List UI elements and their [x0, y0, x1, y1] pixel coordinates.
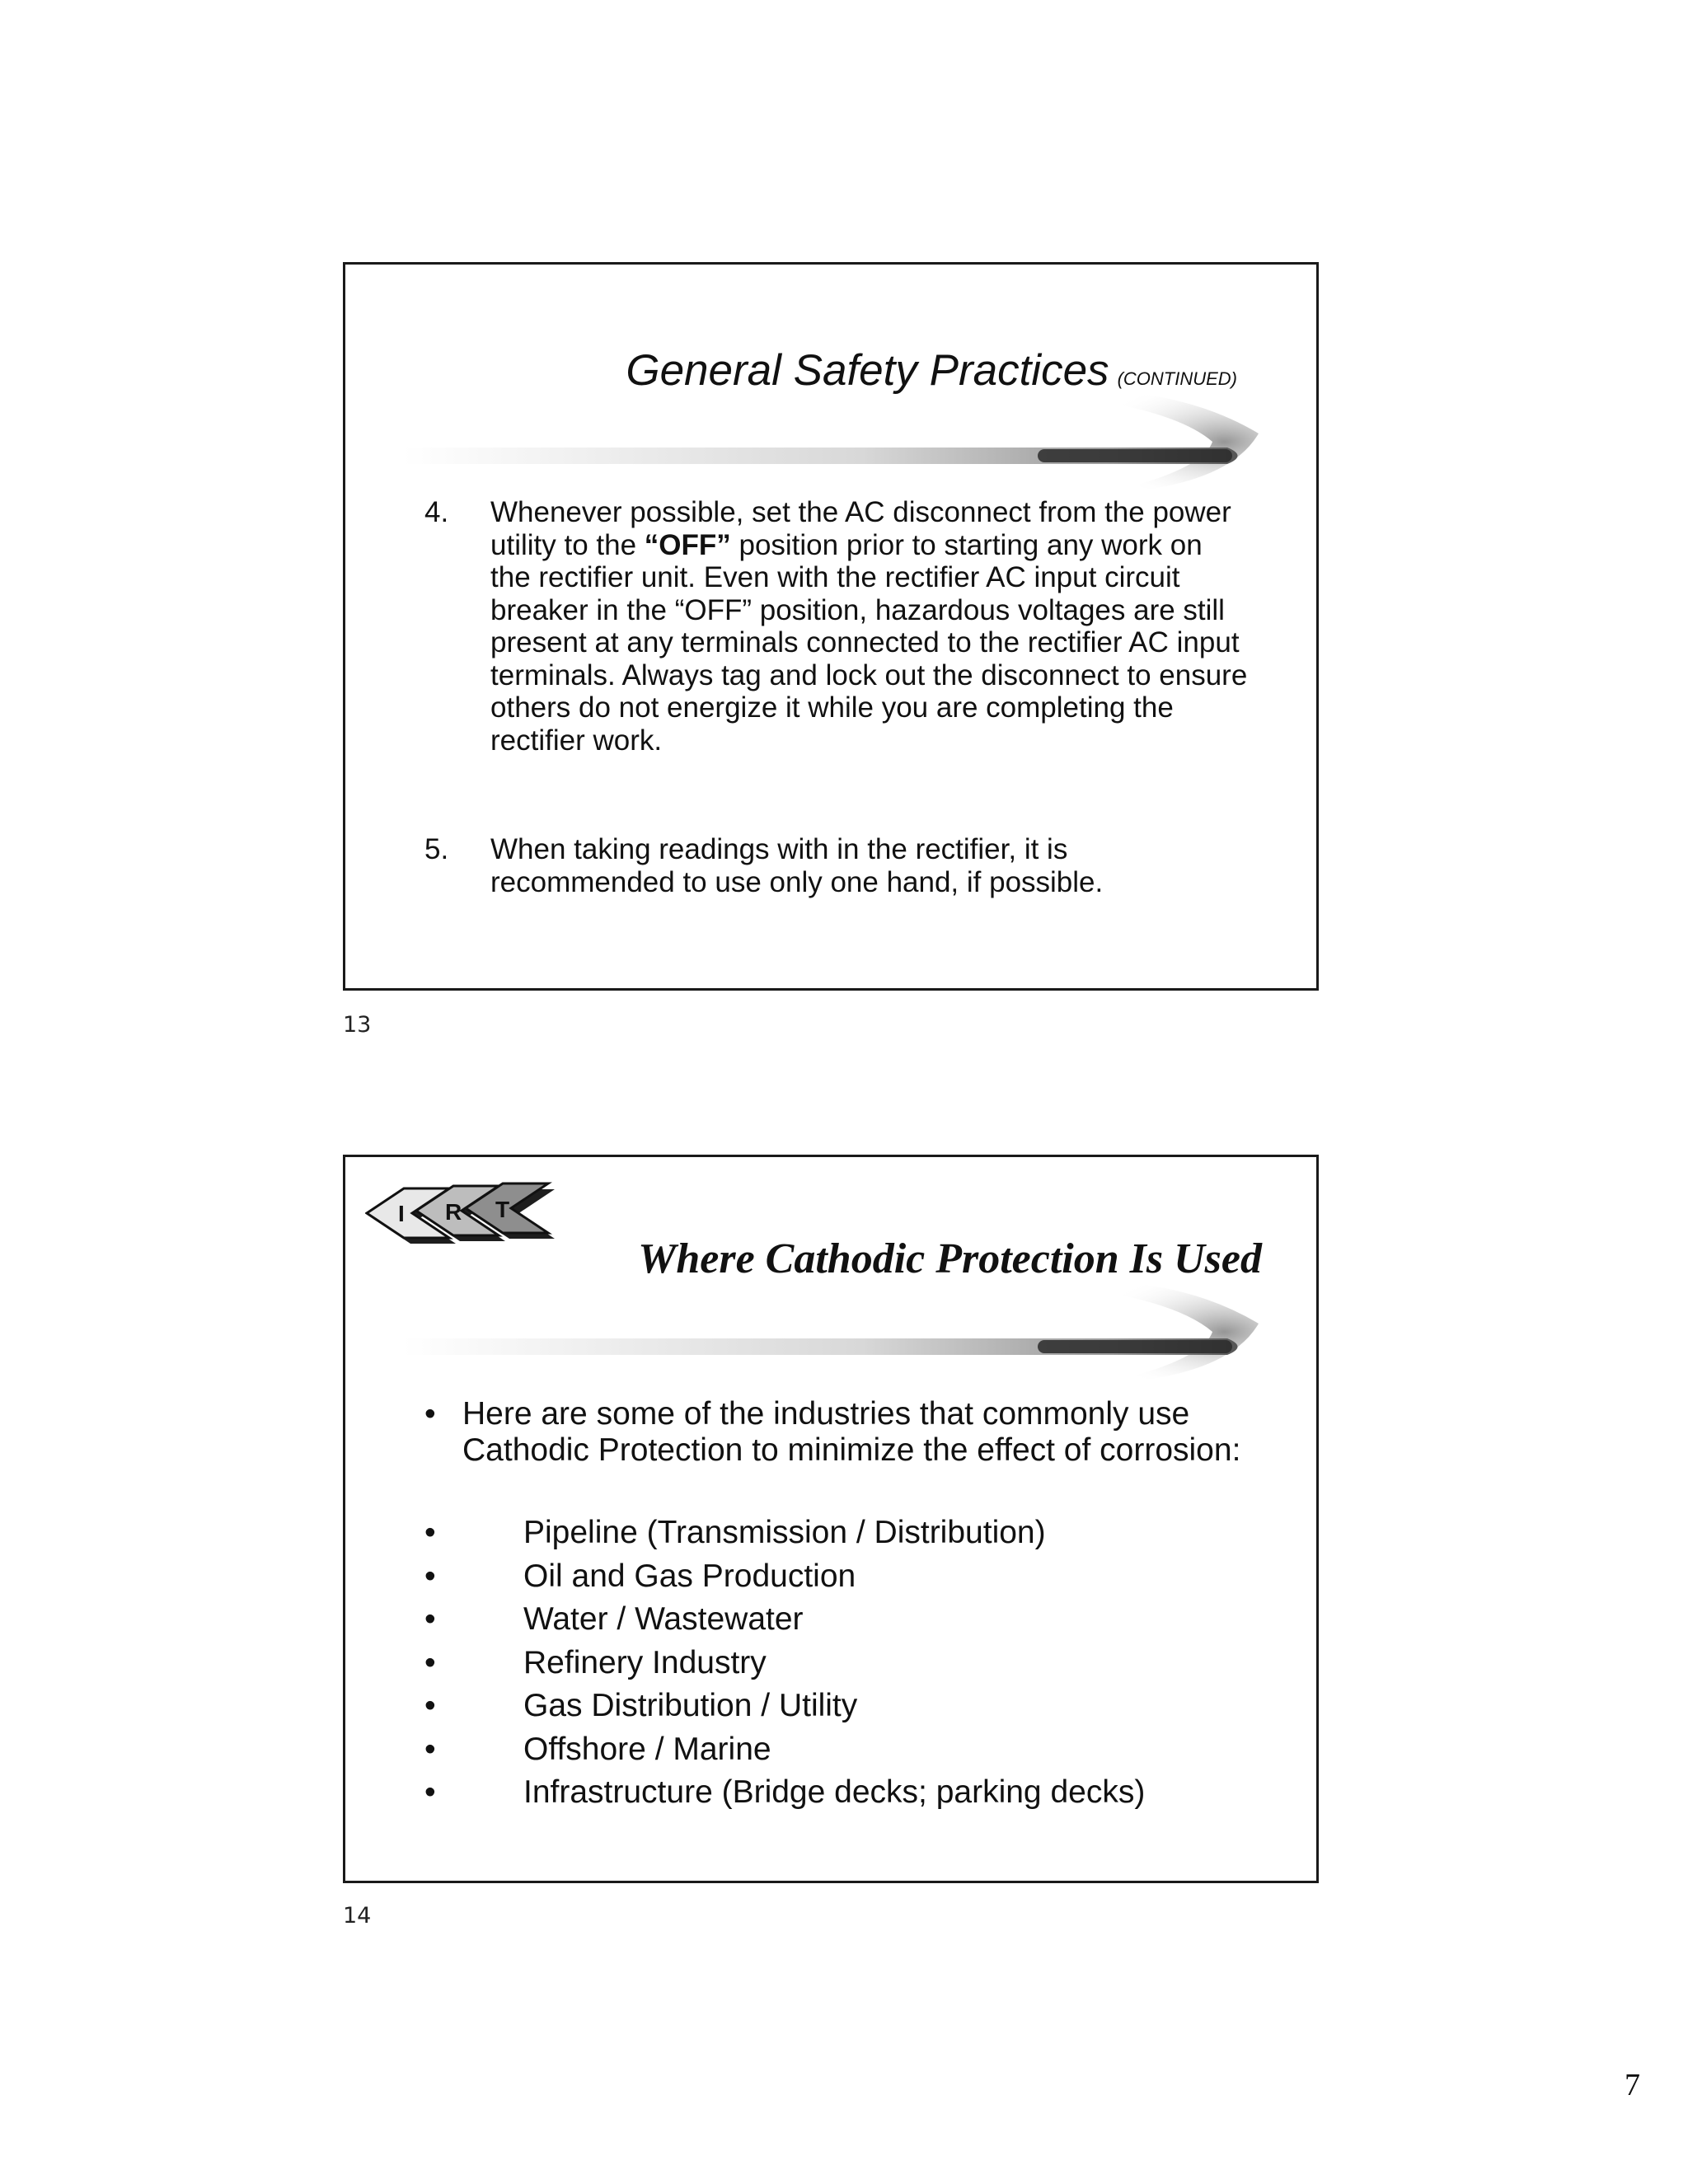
list-item-text: Water / Wastewater [523, 1601, 804, 1637]
bullet: • [424, 1774, 436, 1810]
title-continued-label: (CONTINUED) [1117, 368, 1237, 389]
logo-letter-i: I [398, 1201, 405, 1226]
list-item-text: Gas Distribution / Utility [523, 1688, 858, 1723]
logo-letter-t: T [495, 1197, 510, 1222]
slide-title: Where Cathodic Protection Is Used [638, 1235, 1262, 1282]
list-item-text: Offshore / Marine [523, 1731, 771, 1767]
item-text-part: position prior to starting any work on the rectifier unit. Even with the rectifier AC input circuit breaker in the “OFF” position, hazardous voltages are still present at any terminals connected to the rectifier AC input terminals. Always tag and lock out the disconnect to ensure others do not energize it while you are completing the rectifier work. [490, 528, 1248, 757]
off-emphasis: “OFF” [644, 528, 731, 561]
intro-text: Here are some of the industries that commonly use Cathodic Protection to minimize the effect of corrosion: [462, 1396, 1241, 1468]
item-text [490, 496, 1249, 757]
bullet: • [424, 1558, 436, 1594]
list-item-text: Oil and Gas Production [523, 1558, 856, 1594]
slide-where-cathodic-protection-is-used [343, 1155, 1319, 1883]
item-text: When taking readings with in the rectifier, it is recommended to use only one hand, if possible. [490, 833, 1104, 898]
item-number: 5. [424, 833, 449, 865]
item-number: 4. [424, 496, 449, 528]
bullet: • [424, 1515, 436, 1550]
page-number: 7 [1625, 2068, 1640, 2102]
slide-general-safety-practices [343, 262, 1319, 991]
list-item-text: Pipeline (Transmission / Distribution) [523, 1515, 1046, 1550]
bullet: • [424, 1396, 436, 1432]
logo-letter-r: R [445, 1199, 462, 1225]
title-text: General Safety Practices [626, 346, 1109, 395]
slide-title [626, 345, 1237, 396]
item-text-part: Whenever possible, set the AC disconnect from the power utility to the [490, 496, 1231, 561]
bullet: • [424, 1688, 436, 1723]
slide-number: 14 [343, 1903, 372, 1929]
bullet: • [424, 1731, 436, 1767]
list-item-text: Infrastructure (Bridge decks; parking decks) [523, 1774, 1146, 1810]
bullet: • [424, 1601, 436, 1637]
list-item-text: Refinery Industry [523, 1644, 767, 1680]
slide-number: 13 [343, 1012, 372, 1038]
irt-logo [365, 1165, 563, 1256]
bullet: • [424, 1644, 436, 1680]
